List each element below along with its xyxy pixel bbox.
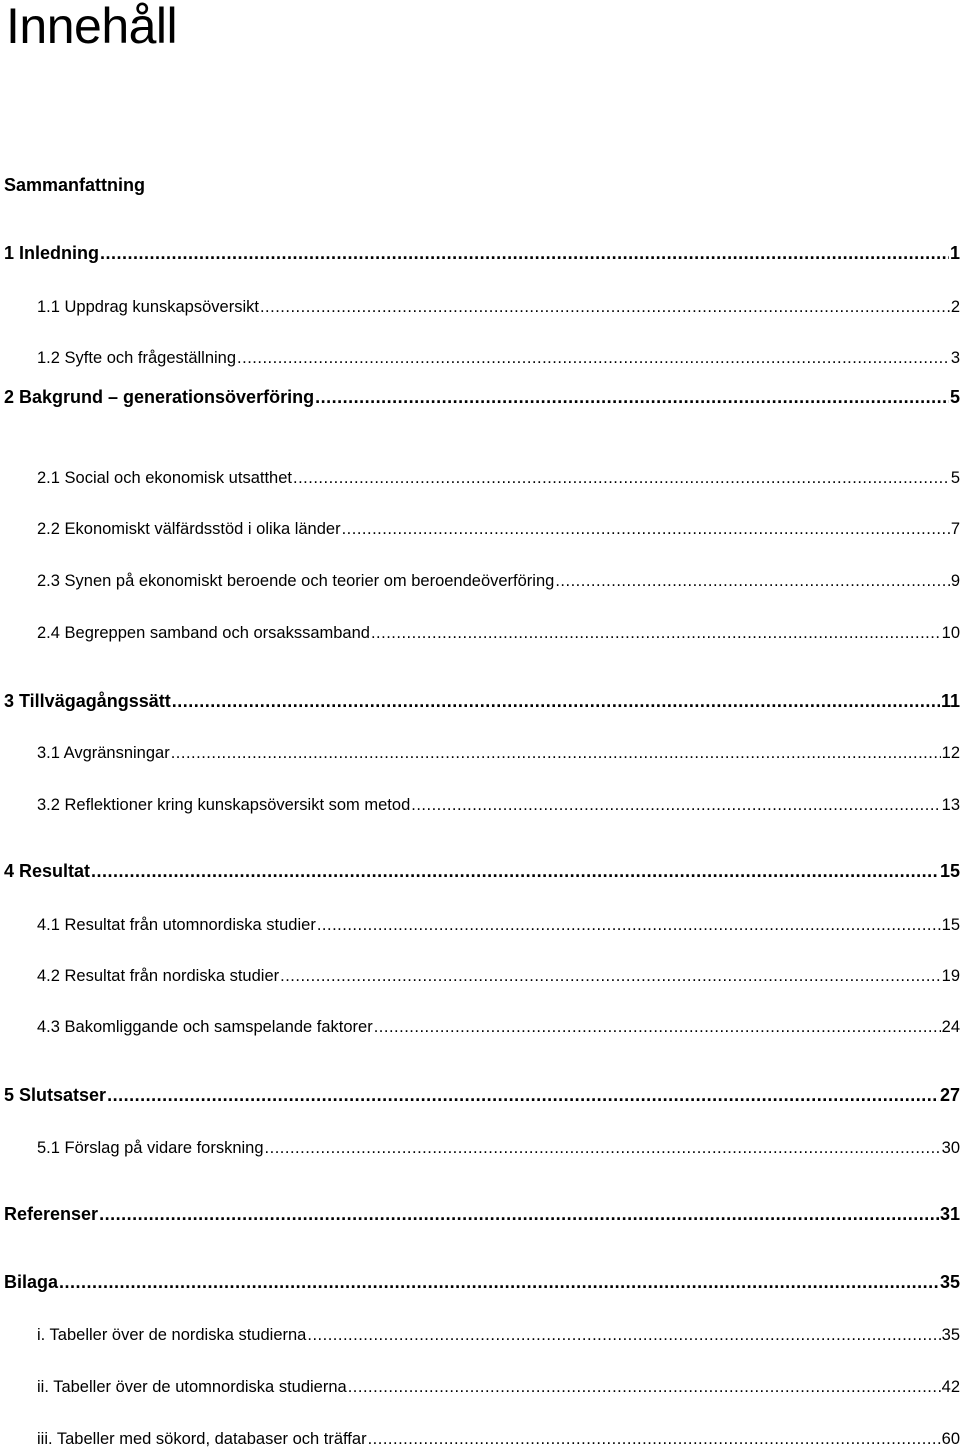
toc-entry-label: 2.2 Ekonomiskt välfärdsstöd i olika länder	[37, 520, 341, 538]
toc-dot-leader	[555, 569, 949, 593]
toc-page-number: 30	[941, 1139, 960, 1157]
toc-dot-leader	[59, 1270, 939, 1294]
toc-page-number: 15	[939, 861, 960, 881]
toc-dot-leader	[293, 466, 950, 490]
toc-dot-leader	[374, 1015, 941, 1039]
toc-entry-1-1[interactable]	[37, 295, 960, 319]
toc-dot-leader	[342, 517, 950, 541]
toc-page-number: 27	[939, 1085, 960, 1105]
toc-dot-leader	[368, 1427, 941, 1451]
toc-page-number: 31	[939, 1204, 960, 1224]
toc-entry-label: iii. Tabeller med sökord, databaser och träffar	[37, 1430, 367, 1448]
toc-dot-leader	[100, 241, 949, 265]
toc-page-number: 2	[950, 298, 960, 316]
toc-entry-label: Referenser	[4, 1204, 99, 1224]
toc-entry-1[interactable]	[4, 241, 960, 265]
toc-page-number: 7	[950, 520, 960, 538]
toc-dot-leader	[317, 913, 941, 937]
toc-page-number: 3	[950, 349, 960, 367]
toc-dot-leader	[280, 964, 941, 988]
toc-page-number: 60	[941, 1430, 960, 1448]
toc-entry-label: 3.2 Reflektioner kring kunskapsöversikt som metod	[37, 796, 411, 814]
toc-dot-leader	[411, 793, 940, 817]
toc-entry-label: i. Tabeller över de nordiska studierna	[37, 1326, 307, 1344]
toc-entry-3-1[interactable]	[37, 741, 960, 765]
toc-page-number: 35	[941, 1326, 960, 1344]
toc-page-number: 42	[941, 1378, 960, 1396]
toc-entry-2-4[interactable]	[37, 621, 960, 645]
toc-entry-appendix[interactable]	[4, 1270, 960, 1294]
toc-page-number: 15	[941, 916, 960, 934]
toc-entry-appendix-ii[interactable]	[37, 1375, 960, 1399]
toc-entry-appendix-i[interactable]	[37, 1323, 960, 1347]
toc-entry-label: 4 Resultat	[4, 861, 91, 881]
toc-entry-label: 2.4 Begreppen samband och orsakssamband	[37, 624, 370, 642]
toc-dot-leader	[348, 1375, 941, 1399]
toc-entry-label: 5.1 Förslag på vidare forskning	[37, 1139, 264, 1157]
toc-page-number: 10	[941, 624, 960, 642]
toc-entry-label: 3.1 Avgränsningar	[37, 744, 170, 762]
toc-page-number: 19	[941, 967, 960, 985]
toc-dot-leader	[307, 1323, 940, 1347]
toc-entry-2-3[interactable]	[37, 569, 960, 593]
toc-dot-leader	[99, 1202, 939, 1226]
toc-page-number: 13	[941, 796, 960, 814]
toc-page-number: 5	[950, 469, 960, 487]
toc-entry-references[interactable]	[4, 1202, 960, 1226]
toc-entry-4-1[interactable]	[37, 913, 960, 937]
toc-entry-appendix-iii[interactable]	[37, 1427, 960, 1451]
toc-entry-label: 2.1 Social och ekonomisk utsatthet	[37, 469, 292, 487]
toc-entry-label: 4.3 Bakomliggande och samspelande faktorer	[37, 1018, 373, 1036]
toc-entry-label: 2.3 Synen på ekonomiskt beroende och teorier om beroendeöverföring	[37, 572, 555, 590]
toc-page-number: 11	[940, 691, 960, 711]
toc-dot-leader	[260, 295, 950, 319]
toc-page-number: 5	[949, 387, 960, 407]
toc-entry-label: Bilaga	[4, 1272, 59, 1292]
toc-entry-label: 1.2 Syfte och frågeställning	[37, 349, 237, 367]
toc-dot-leader	[265, 1136, 941, 1160]
toc-entry-2-1[interactable]	[37, 466, 960, 490]
toc-entry-4-3[interactable]	[37, 1015, 960, 1039]
toc-summary-heading[interactable]: Sammanfattning	[4, 175, 146, 195]
toc-dot-leader	[171, 741, 941, 765]
toc-entry-5[interactable]	[4, 1083, 960, 1107]
toc-entry-label: 1.1 Uppdrag kunskapsöversikt	[37, 298, 259, 316]
toc-dot-leader	[371, 621, 941, 645]
toc-page-number: 9	[950, 572, 960, 590]
toc-entry-2[interactable]	[4, 385, 960, 409]
toc-page-number: 1	[949, 243, 960, 263]
toc-entry-3-2[interactable]	[37, 793, 960, 817]
toc-entry-4-2[interactable]	[37, 964, 960, 988]
toc-entry-label: ii. Tabeller över de utomnordiska studierna	[37, 1378, 347, 1396]
toc-dot-leader	[91, 859, 939, 883]
toc-dot-leader	[315, 385, 949, 409]
toc-entry-label: 5 Slutsatser	[4, 1085, 107, 1105]
toc-entry-label: 1 Inledning	[4, 243, 100, 263]
toc-entry-label: 3 Tillvägagångssätt	[4, 691, 171, 711]
toc-entry-1-2[interactable]	[37, 346, 960, 370]
page-title: Innehåll	[6, 0, 178, 54]
toc-dot-leader	[107, 1083, 939, 1107]
toc-page-number: 12	[941, 744, 960, 762]
toc-entry-label: 4.1 Resultat från utomnordiska studier	[37, 916, 316, 934]
toc-entry-label: 2 Bakgrund – generationsöverföring	[4, 387, 315, 407]
toc-dot-leader	[237, 346, 950, 370]
toc-entry-3[interactable]	[4, 689, 960, 713]
toc-page-number: 35	[939, 1272, 960, 1292]
toc-entry-2-2[interactable]	[37, 517, 960, 541]
toc-entry-5-1[interactable]	[37, 1136, 960, 1160]
toc-page-number: 24	[941, 1018, 960, 1036]
toc-dot-leader	[172, 689, 940, 713]
toc-entry-label: 4.2 Resultat från nordiska studier	[37, 967, 280, 985]
toc-entry-4[interactable]	[4, 859, 960, 883]
